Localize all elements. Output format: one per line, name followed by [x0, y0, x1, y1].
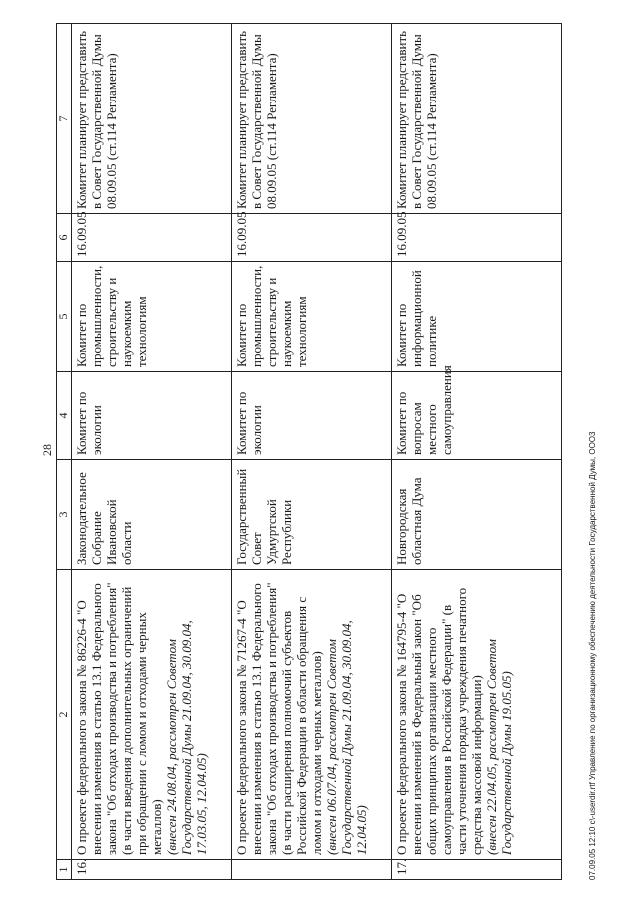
page-number: 28 — [40, 444, 54, 456]
committee: Комитет по экологии — [232, 372, 392, 460]
bill-cell — [232, 570, 392, 860]
bill-text: О проекте федерального закона № 71267-4 "О внесении изменения в статью 13.1 Федерального закона "Об отходах производства и потребления" (в части расширения полномочий субъектов Российской Федерации в области обращения с ломом и отходами черных металлов) — [234, 582, 324, 855]
bill-text: О проекте федерального закона № 86226-4 "О внесении изменения в статью 13.1 Федерального закона "Об отходах производства и потребления" (в части введения дополнительных ограничений при обращении с ломом и отходами черных металлов) — [74, 582, 164, 855]
col-header-1: 1 — [57, 860, 72, 880]
bill-cell — [72, 570, 232, 860]
header-row — [57, 24, 72, 880]
col-header-7: 7 — [57, 24, 72, 214]
col-header-6: 6 — [57, 214, 72, 262]
row-number: 16. — [72, 860, 232, 880]
row-number — [232, 860, 392, 880]
date: 16.09.05 — [232, 214, 392, 262]
bill-note: (внесен 22.04.05, рассмотрен Советом Государственной Думы 19.05.05) — [484, 639, 514, 855]
bill-text: О проекте федерального закона № 164795-4 "О внесении изменений в Федеральный закон "Об общих принципах организации местного самоуправления в Российской Федерации" (в части уточнения порядка учреждения печатного средства массовой информации) — [394, 587, 484, 855]
bills-table — [56, 23, 562, 880]
page-footer: 07.09.05 12:10 c\-userdir.rtf Управление по организационному обеспечению деятельности Государственной Думы, ООО3 — [588, 431, 597, 880]
initiator: Законодательное Собрание Ивановской области — [72, 460, 232, 570]
co-committee: Комитет по промышленности, строительству и наукоемким технологиям — [72, 262, 232, 372]
table-row — [392, 24, 562, 880]
initiator: Новгородская областная Дума — [392, 460, 562, 570]
bill-note: (внесен 06.07.04, рассмотрен Советом Государственной Думы 21.09.04, 30.09.04, 12.04.05) — [324, 620, 369, 855]
decision: Комитет планирует представить в Совет Государственной Думы 08.09.05 (ст.114 Регламента) — [72, 24, 232, 214]
col-header-2: 2 — [57, 570, 72, 860]
col-header-5: 5 — [57, 262, 72, 372]
rotated-page — [40, 20, 600, 880]
row-number: 17. — [392, 860, 562, 880]
date: 16.09.05 — [392, 214, 562, 262]
bill-note: (внесен 24.08.04, рассмотрен Советом Государственной Думы 21.09.04, 30.09.04, 17.03.05, 12.04.05) — [164, 620, 209, 855]
co-committee: Комитет по информационной политике — [392, 262, 562, 372]
co-committee: Комитет по промышленности, строительству и наукоемким технологиям — [232, 262, 392, 372]
table-row — [232, 24, 392, 880]
committee: Комитет по вопросам местного самоуправления — [392, 372, 562, 460]
initiator: Государственный Совет Удмуртской Республики — [232, 460, 392, 570]
col-header-4: 4 — [57, 372, 72, 460]
table-row — [72, 24, 232, 880]
decision: Комитет планирует представить в Совет Государственной Думы 08.09.05 (ст.114 Регламента) — [392, 24, 562, 214]
decision: Комитет планирует представить в Совет Государственной Думы 08.09.05 (ст.114 Регламента) — [232, 24, 392, 214]
bill-cell — [392, 570, 562, 860]
committee: Комитет по экологии — [72, 372, 232, 460]
date: 16.09.05 — [72, 214, 232, 262]
col-header-3: 3 — [57, 460, 72, 570]
